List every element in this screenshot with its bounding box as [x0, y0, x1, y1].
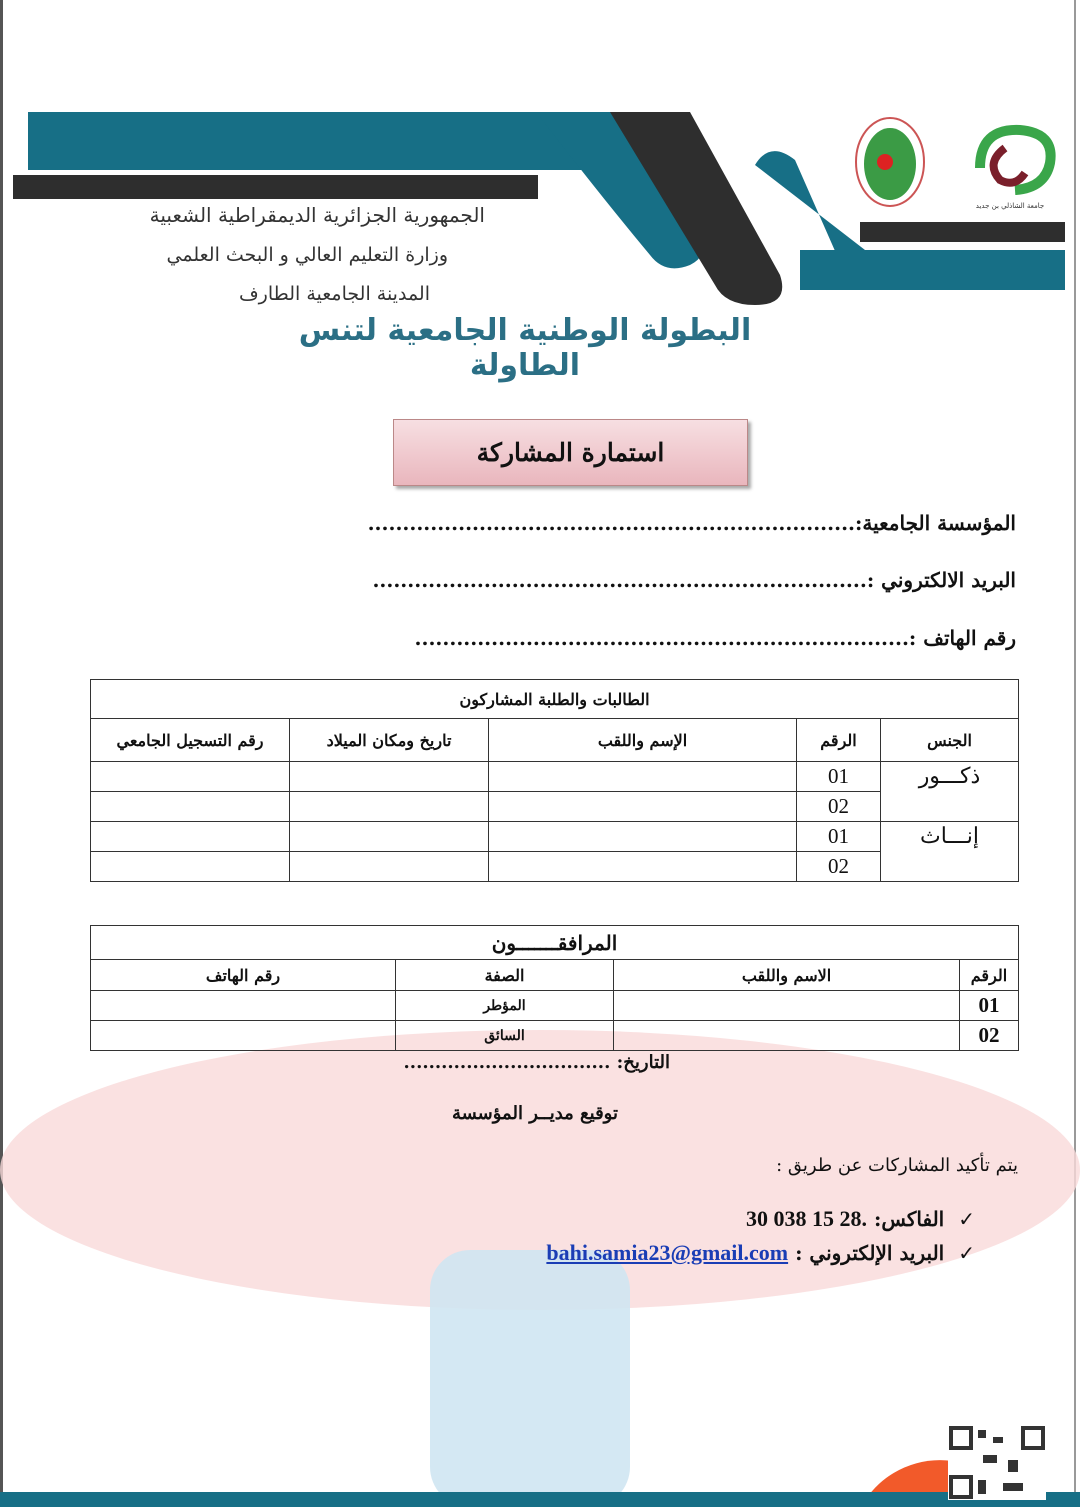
confirmation-intro: يتم تأكيد المشاركات عن طريق :	[776, 1155, 1018, 1176]
col-name: الاسم واللقب	[614, 960, 960, 991]
col-role: الصفة	[396, 960, 614, 991]
institution-field[interactable]	[368, 511, 1016, 535]
republic-name: الجمهورية الجزائرية الديمقراطية الشعبية	[149, 203, 485, 227]
table-row	[91, 762, 1019, 792]
students-table-title: الطالبات والطلبة المشاركون	[91, 680, 1019, 719]
row-number: 01	[960, 991, 1019, 1021]
registration-cell[interactable]	[91, 792, 290, 822]
university-services-seal	[850, 112, 930, 212]
registration-cell[interactable]	[91, 822, 290, 852]
name-cell[interactable]	[489, 762, 797, 792]
fax-line	[746, 1206, 975, 1232]
students-table	[90, 679, 1019, 882]
table-row	[91, 991, 1019, 1021]
city-name: المدينة الجامعية الطارف	[238, 283, 430, 305]
email-link[interactable]: bahi.samia23@gmail.com	[546, 1240, 789, 1265]
registration-cell[interactable]	[91, 762, 290, 792]
email-label: البريد الالكتروني :	[866, 568, 1016, 592]
phone-value: .......................................................................	[414, 626, 909, 650]
phone-field[interactable]	[415, 626, 1016, 650]
col-number: الرقم	[797, 719, 881, 762]
check-icon: ✓	[958, 1241, 975, 1265]
birth-cell[interactable]	[290, 822, 489, 852]
row-number: 02	[960, 1021, 1019, 1051]
date-value: .................................	[403, 1052, 611, 1073]
role-cell: السائق	[396, 1021, 614, 1051]
row-number: 01	[797, 822, 881, 852]
birth-cell[interactable]	[290, 852, 489, 882]
col-gender: الجنس	[881, 719, 1019, 762]
ministry-name: وزارة التعليم العالي و البحث العلمي	[166, 244, 448, 266]
email-label: البريد الإلكتروني :	[795, 1241, 945, 1265]
institution-value: ......................................................................	[367, 511, 855, 535]
companions-table-title: المرافقـــــــون	[91, 926, 1019, 960]
fax-value: 30 038 15 28.	[746, 1206, 867, 1231]
gender-male: ذكـــور	[881, 762, 1019, 822]
col-number: الرقم	[960, 960, 1019, 991]
name-cell[interactable]	[489, 822, 797, 852]
fax-label: الفاكس:	[873, 1207, 945, 1231]
birth-cell[interactable]	[290, 762, 489, 792]
name-cell[interactable]	[614, 991, 960, 1021]
signature-label: توقيع مديــر المؤسسة	[451, 1103, 618, 1124]
date-label: التاريخ:	[616, 1052, 670, 1073]
name-cell[interactable]	[489, 792, 797, 822]
table-row	[91, 792, 1019, 822]
col-name: الإسم واللقب	[489, 719, 797, 762]
qr-code	[948, 1425, 1046, 1500]
name-cell[interactable]	[614, 1021, 960, 1051]
table-row	[91, 1021, 1019, 1051]
date-field[interactable]	[404, 1052, 670, 1073]
name-cell[interactable]	[489, 852, 797, 882]
role-cell: المؤطر	[396, 991, 614, 1021]
email-value: .......................................................................	[372, 568, 867, 592]
logo-caption: جامعة الشاذلي بن جديد	[975, 202, 1045, 210]
col-birth: تاريخ ومكان الميلاد	[290, 719, 489, 762]
gender-female: إنـــاث	[881, 822, 1019, 882]
form-title: استمارة المشاركة	[393, 419, 748, 486]
row-number: 01	[797, 762, 881, 792]
championship-title: البطولة الوطنية الجامعية لتنس الطاولة	[298, 313, 752, 383]
phone-cell[interactable]	[91, 991, 396, 1021]
col-phone: رقم الهاتف	[91, 960, 396, 991]
university-logo	[960, 118, 1060, 213]
companions-table	[90, 925, 1019, 1051]
email-field[interactable]	[372, 568, 1016, 592]
birth-cell[interactable]	[290, 792, 489, 822]
registration-cell[interactable]	[91, 852, 290, 882]
check-icon: ✓	[958, 1207, 975, 1231]
institution-label: المؤسسة الجامعية:	[855, 511, 1016, 535]
email-line	[546, 1240, 975, 1266]
table-row	[91, 822, 1019, 852]
phone-label: رقم الهاتف :	[908, 626, 1016, 650]
row-number: 02	[797, 792, 881, 822]
row-number: 02	[797, 852, 881, 882]
table-row	[91, 852, 1019, 882]
col-registration: رقم التسجيل الجامعي	[91, 719, 290, 762]
phone-cell[interactable]	[91, 1021, 396, 1051]
paddle-watermark	[0, 1030, 1080, 1507]
